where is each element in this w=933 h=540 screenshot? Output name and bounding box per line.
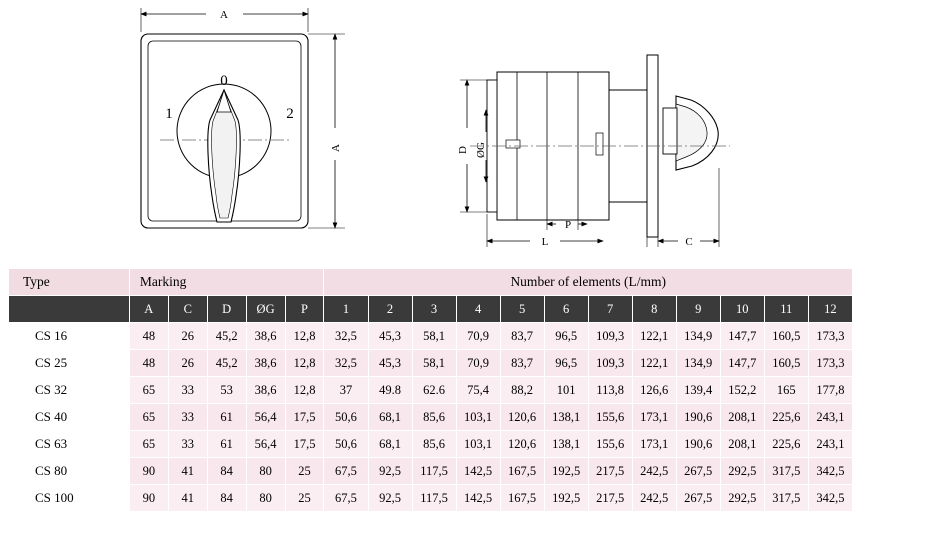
cell-e4: 103,1 <box>456 431 500 458</box>
cell-e8: 122,1 <box>632 323 676 350</box>
dim-label-L: L <box>541 236 549 248</box>
cell-D: 84 <box>207 485 246 512</box>
row-type: CS 40 <box>9 404 130 431</box>
header-col-10: 10 <box>720 296 764 323</box>
cell-e8: 242,5 <box>632 485 676 512</box>
cell-P: 25 <box>285 485 324 512</box>
cell-e12: 173,3 <box>808 350 852 377</box>
cell-e6: 192,5 <box>544 485 588 512</box>
front-view-group <box>141 8 345 228</box>
cell-e6: 138,1 <box>544 431 588 458</box>
row-type: CS 32 <box>9 377 130 404</box>
cell-e10: 292,5 <box>720 485 764 512</box>
cell-e2: 68,1 <box>368 404 412 431</box>
cell-e7: 109,3 <box>588 350 632 377</box>
header-col-3: 3 <box>412 296 456 323</box>
front-dim-top-label: A <box>220 9 228 21</box>
cell-D: 45,2 <box>207 350 246 377</box>
cell-e6: 96,5 <box>544 350 588 377</box>
cell-e10: 208,1 <box>720 431 764 458</box>
table-row <box>9 404 853 431</box>
dim-label-D: D <box>457 146 469 154</box>
cell-C: 26 <box>168 350 207 377</box>
cell-e3: 85,6 <box>412 431 456 458</box>
cell-D: 45,2 <box>207 323 246 350</box>
header-col-12: 12 <box>808 296 852 323</box>
header-col-A: A <box>129 296 168 323</box>
cell-e3: 62.6 <box>412 377 456 404</box>
cell-OG: 38,6 <box>246 323 285 350</box>
table-header-top <box>9 269 853 296</box>
cell-e5: 83,7 <box>500 350 544 377</box>
cell-A: 48 <box>129 350 168 377</box>
cell-C: 41 <box>168 458 207 485</box>
cell-e3: 85,6 <box>412 404 456 431</box>
cell-e9: 190,6 <box>676 431 720 458</box>
dim-label-P: P <box>564 219 572 231</box>
table-row <box>9 431 853 458</box>
specification-table <box>8 268 853 512</box>
row-type: CS 100 <box>9 485 130 512</box>
cell-e4: 142,5 <box>456 458 500 485</box>
cell-OG: 80 <box>246 458 285 485</box>
cell-e1: 67,5 <box>324 458 368 485</box>
cell-e5: 88,2 <box>500 377 544 404</box>
cell-D: 61 <box>207 431 246 458</box>
knob-position-0: 0 <box>220 73 228 89</box>
cell-e3: 58,1 <box>412 350 456 377</box>
cell-e10: 147,7 <box>720 323 764 350</box>
cell-e12: 243,1 <box>808 431 852 458</box>
knob-position-1: 1 <box>165 106 173 122</box>
cell-A: 90 <box>129 458 168 485</box>
cell-D: 53 <box>207 377 246 404</box>
row-type: CS 80 <box>9 458 130 485</box>
cell-e7: 109,3 <box>588 323 632 350</box>
cell-OG: 80 <box>246 485 285 512</box>
cell-C: 41 <box>168 485 207 512</box>
cell-e1: 32,5 <box>324 350 368 377</box>
cell-e8: 242,5 <box>632 458 676 485</box>
cell-C: 26 <box>168 323 207 350</box>
cell-OG: 56,4 <box>246 431 285 458</box>
row-type: CS 25 <box>9 350 130 377</box>
cell-P: 12,8 <box>285 377 324 404</box>
cell-OG: 38,6 <box>246 350 285 377</box>
row-type: CS 16 <box>9 323 130 350</box>
cell-e12: 243,1 <box>808 404 852 431</box>
header-elements: Number of elements (L/mm) <box>324 269 853 296</box>
cell-e7: 155,6 <box>588 404 632 431</box>
cell-e2: 49.8 <box>368 377 412 404</box>
front-dim-right-label: A <box>330 144 342 152</box>
cell-P: 17,5 <box>285 404 324 431</box>
header-col-1: 1 <box>324 296 368 323</box>
cell-e5: 167,5 <box>500 485 544 512</box>
cell-C: 33 <box>168 377 207 404</box>
header-col-OG: ØG <box>246 296 285 323</box>
cell-e8: 122,1 <box>632 350 676 377</box>
dim-label-C: C <box>685 236 693 248</box>
cell-e11: 225,6 <box>764 404 808 431</box>
cell-D: 84 <box>207 458 246 485</box>
cell-A: 65 <box>129 431 168 458</box>
cell-e7: 155,6 <box>588 431 632 458</box>
cell-e12: 173,3 <box>808 323 852 350</box>
cell-e11: 160,5 <box>764 350 808 377</box>
cell-e2: 45,3 <box>368 350 412 377</box>
cell-e8: 126,6 <box>632 377 676 404</box>
cell-e11: 317,5 <box>764 458 808 485</box>
knob-position-2: 2 <box>286 106 294 122</box>
header-col-5: 5 <box>500 296 544 323</box>
table-header-sub <box>9 296 853 323</box>
header-col-P: P <box>285 296 324 323</box>
cell-D: 61 <box>207 404 246 431</box>
dim-label-OG: ØG <box>475 142 487 158</box>
header-col-6: 6 <box>544 296 588 323</box>
header-sub-blank <box>9 296 130 323</box>
cell-e9: 134,9 <box>676 350 720 377</box>
table-row <box>9 485 853 512</box>
cell-e8: 173,1 <box>632 431 676 458</box>
cell-e1: 32,5 <box>324 323 368 350</box>
header-col-7: 7 <box>588 296 632 323</box>
cell-e6: 96,5 <box>544 323 588 350</box>
cell-e11: 160,5 <box>764 323 808 350</box>
cell-e1: 37 <box>324 377 368 404</box>
row-type: CS 63 <box>9 431 130 458</box>
header-col-8: 8 <box>632 296 676 323</box>
cell-e9: 267,5 <box>676 485 720 512</box>
cell-e4: 142,5 <box>456 485 500 512</box>
cell-e1: 50,6 <box>324 431 368 458</box>
cell-e9: 267,5 <box>676 458 720 485</box>
table-body <box>9 323 853 512</box>
cell-e7: 217,5 <box>588 485 632 512</box>
table-row <box>9 458 853 485</box>
cell-e1: 67,5 <box>324 485 368 512</box>
technical-drawings <box>0 0 933 262</box>
cell-e4: 75,4 <box>456 377 500 404</box>
side-view-group <box>457 55 730 248</box>
cell-e5: 120,6 <box>500 404 544 431</box>
cell-e10: 152,2 <box>720 377 764 404</box>
header-type: Type <box>9 269 130 296</box>
cell-e2: 92,5 <box>368 485 412 512</box>
cell-e11: 165 <box>764 377 808 404</box>
cell-e9: 190,6 <box>676 404 720 431</box>
header-col-11: 11 <box>764 296 808 323</box>
table-row <box>9 323 853 350</box>
header-marking: Marking <box>129 269 324 296</box>
cell-e8: 173,1 <box>632 404 676 431</box>
cell-P: 17,5 <box>285 431 324 458</box>
cell-e2: 92,5 <box>368 458 412 485</box>
cell-e3: 58,1 <box>412 323 456 350</box>
cell-A: 65 <box>129 377 168 404</box>
cell-A: 65 <box>129 404 168 431</box>
cell-C: 33 <box>168 404 207 431</box>
header-col-9: 9 <box>676 296 720 323</box>
cell-e10: 292,5 <box>720 458 764 485</box>
cell-e5: 120,6 <box>500 431 544 458</box>
cell-e10: 208,1 <box>720 404 764 431</box>
cell-e7: 113,8 <box>588 377 632 404</box>
cell-e4: 103,1 <box>456 404 500 431</box>
cell-e5: 167,5 <box>500 458 544 485</box>
header-col-4: 4 <box>456 296 500 323</box>
knob-collar <box>663 108 677 154</box>
cell-e6: 138,1 <box>544 404 588 431</box>
cell-e9: 139,4 <box>676 377 720 404</box>
cell-e3: 117,5 <box>412 458 456 485</box>
cell-e12: 177,8 <box>808 377 852 404</box>
cell-P: 12,8 <box>285 323 324 350</box>
drawings-svg <box>0 0 933 262</box>
cell-e11: 317,5 <box>764 485 808 512</box>
cell-e11: 225,6 <box>764 431 808 458</box>
cell-e12: 342,5 <box>808 458 852 485</box>
cell-OG: 56,4 <box>246 404 285 431</box>
header-col-2: 2 <box>368 296 412 323</box>
cell-e6: 101 <box>544 377 588 404</box>
header-col-D: D <box>207 296 246 323</box>
table-row <box>9 350 853 377</box>
cell-e6: 192,5 <box>544 458 588 485</box>
cell-e1: 50,6 <box>324 404 368 431</box>
cell-e10: 147,7 <box>720 350 764 377</box>
header-col-C: C <box>168 296 207 323</box>
cell-P: 12,8 <box>285 350 324 377</box>
cell-e4: 70,9 <box>456 350 500 377</box>
specification-table-container <box>8 268 853 512</box>
cell-e7: 217,5 <box>588 458 632 485</box>
cell-e3: 117,5 <box>412 485 456 512</box>
cell-e2: 45,3 <box>368 323 412 350</box>
cell-A: 48 <box>129 323 168 350</box>
cell-e4: 70,9 <box>456 323 500 350</box>
cell-e5: 83,7 <box>500 323 544 350</box>
cell-A: 90 <box>129 485 168 512</box>
cell-e12: 342,5 <box>808 485 852 512</box>
cell-C: 33 <box>168 431 207 458</box>
cell-e9: 134,9 <box>676 323 720 350</box>
cell-P: 25 <box>285 458 324 485</box>
cell-OG: 38,6 <box>246 377 285 404</box>
table-row <box>9 377 853 404</box>
cell-e2: 68,1 <box>368 431 412 458</box>
